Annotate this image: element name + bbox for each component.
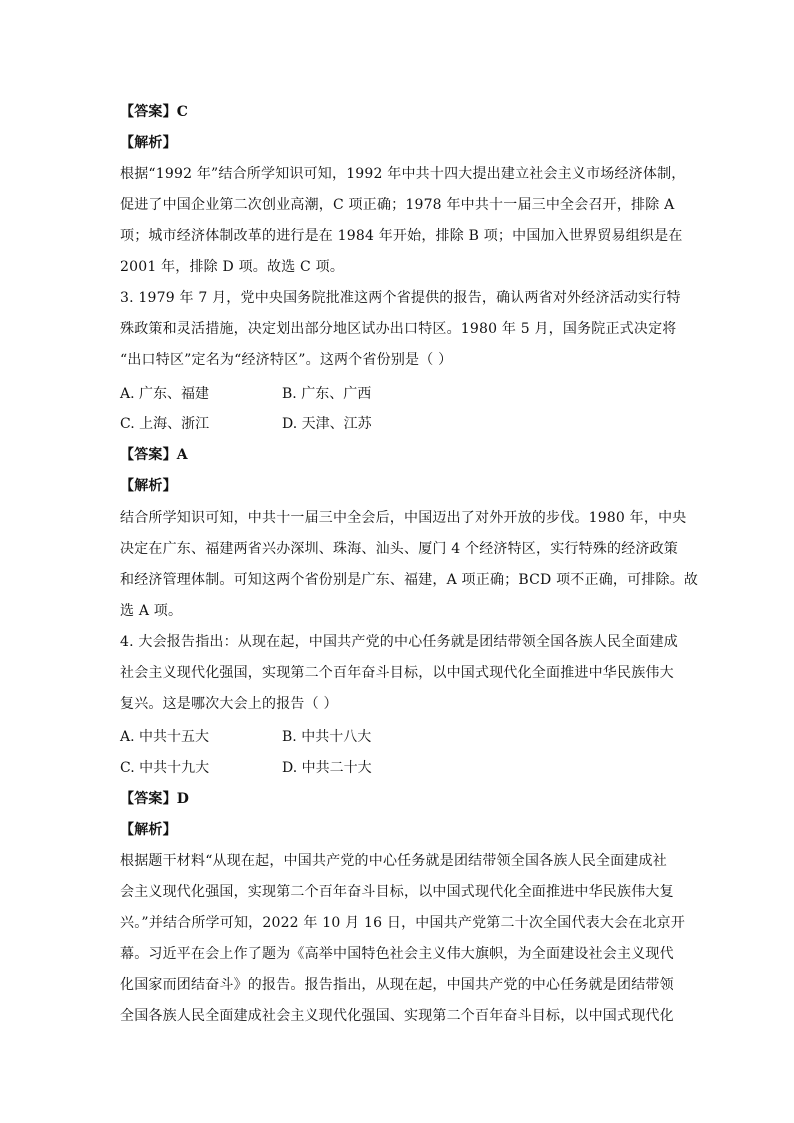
q2-analysis-line: 2001 年，排除 D 项。故选 C 项。 [120, 259, 345, 275]
q4-analysis-line: 兴。”并结合所学可知，2022 年 10 月 16 日，中国共产党第二十次全国代表大会在北京开 [120, 915, 686, 931]
q4-analysis-line: 化国家而团结奋斗》的报告。报告指出，从现在起，中国共产党的中心任务就是团结带领 [120, 977, 674, 993]
q4-analysis-line: 幕。习近平在会上作了题为《高举中国特色社会主义伟大旗帜，为全面建设社会主义现代 [120, 946, 674, 962]
q2-analysis-line: 促进了中国企业第二次创业高潮，C 项正确；1978 年中共十一届三中全会召开，排除 A [120, 197, 675, 213]
q4-stem-line: 社会主义现代化强国，实现第二个百年奋斗目标，以中国式现代化全面推进中华民族伟大 [120, 665, 674, 681]
q4-analysis-label: 【解析】 [120, 822, 177, 838]
q3-answer: 【答案】A [120, 447, 188, 463]
q3-analysis-line: 和经济管理体制。可知这两个省份别是广东、福建，A 项正确；BCD 项不正确，可排除。故 [120, 572, 699, 588]
q4-analysis-line: 根据题干材料“从现在起，中国共产党的中心任务就是团结带领全国各族人民全面建成社 [120, 853, 667, 869]
q3-option-a: A. 广东、福建 [120, 386, 210, 402]
q3-stem-line: “出口特区”定名为“经济特区”。这两个省份别是（ ） [120, 352, 453, 368]
q3-option-d: D. 天津、江苏 [282, 416, 372, 432]
q4-stem-line: 复兴。这是哪次大会上的报告（ ） [120, 696, 338, 712]
q4-analysis-line: 会主义现代化强国，实现第二个百年奋斗目标，以中国式现代化全面推进中华民族伟大复 [120, 884, 674, 900]
q4-option-d: D. 中共二十大 [282, 760, 372, 776]
q2-answer: 【答案】C [120, 104, 189, 120]
q4-answer: 【答案】D [120, 791, 190, 807]
q3-option-b: B. 广东、广西 [282, 386, 372, 402]
q2-analysis-line: 根据“1992 年”结合所学知识可知，1992 年中共十四大提出建立社会主义市场经济体制， [120, 166, 686, 182]
q2-analysis-label: 【解析】 [120, 135, 177, 151]
q4-analysis-line: 全国各族人民全面建成社会主义现代化强国、实现第二个百年奋斗目标，以中国式现代化 [120, 1008, 674, 1024]
q4-option-c: C. 中共十九大 [120, 760, 210, 776]
q2-analysis-line: 项；城市经济体制改革的进行是在 1984 年开始，排除 B 项；中国加入世界贸易组织是在 [120, 228, 683, 244]
q3-analysis-label: 【解析】 [120, 478, 177, 494]
q3-stem-line: 殊政策和灵活措施，决定划出部分地区试办出口特区。1980 年 5 月，国务院正式决定将 [120, 321, 677, 337]
q4-stem-line: 4. 大会报告指出：从现在起，中国共产党的中心任务就是团结带领全国各族人民全面建成 [120, 634, 679, 650]
q3-analysis-line: 决定在广东、福建两省兴办深圳、珠海、汕头、厦门 4 个经济特区，实行特殊的经济政策 [120, 541, 679, 557]
q3-analysis-line: 选 A 项。 [120, 603, 183, 619]
q3-stem-line: 3. 1979 年 7 月，党中央国务院批准这两个省提供的报告，确认两省对外经济活动实行特 [120, 290, 681, 306]
q4-option-b: B. 中共十八大 [282, 729, 372, 745]
q3-analysis-line: 结合所学知识可知，中共十一届三中全会后，中国迈出了对外开放的步伐。1980 年，中央 [120, 510, 687, 526]
q3-option-c: C. 上海、浙江 [120, 416, 210, 432]
q4-option-a: A. 中共十五大 [120, 729, 210, 745]
